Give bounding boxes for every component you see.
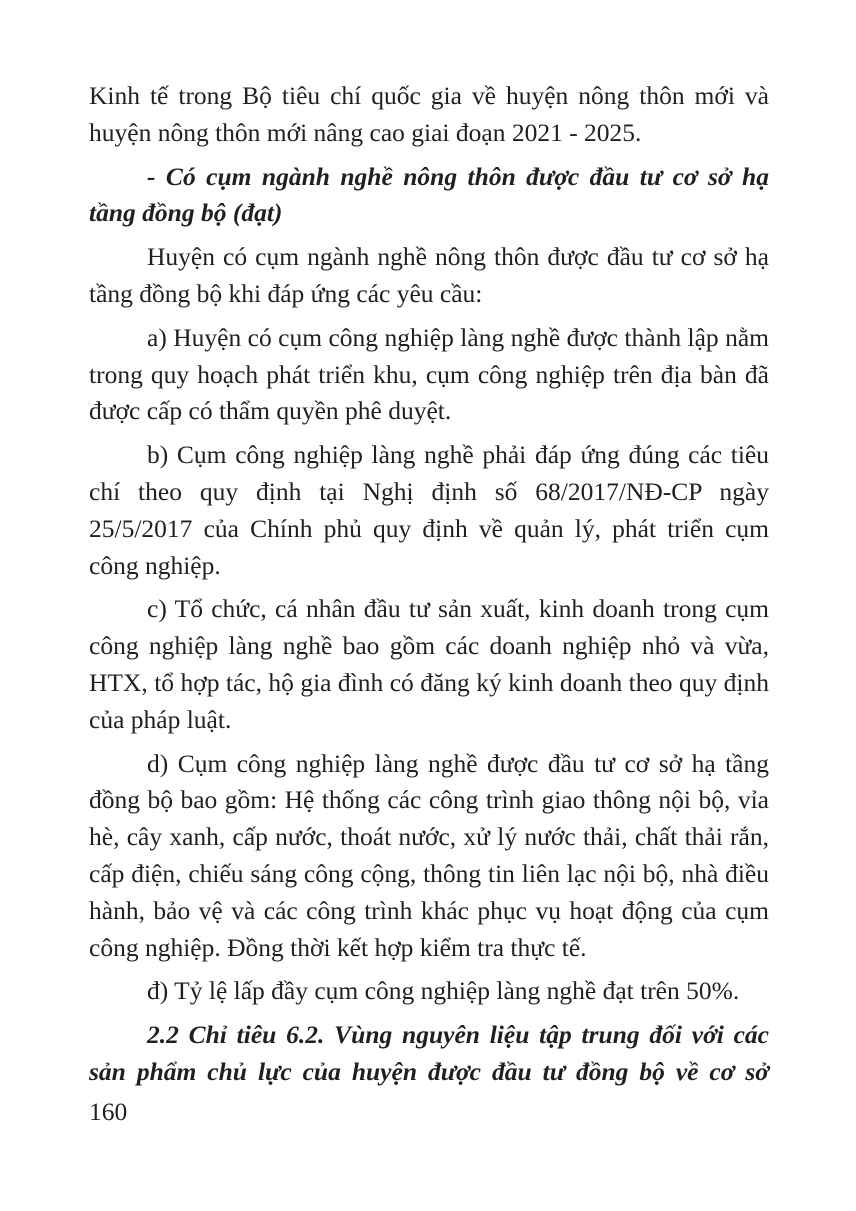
section-heading-indicator: 2.2 Chỉ tiêu 6.2. Vùng nguyên liệu tập trung đối với các sản phẩm chủ lực của huyện được đầu tư đồng bộ về cơ sở (89, 1020, 769, 1086)
paragraph-item-b: b) Cụm công nghiệp làng nghề phải đáp ứng đúng các tiêu chí theo quy định tại Nghị định số 68/2017/NĐ-CP ngày 25/5/2017 của Chính phủ quy định về quản lý, phát triển cụm công nghiệp. (89, 440, 769, 580)
paragraph-item-c: c) Tổ chức, cá nhân đầu tư sản xuất, kinh doanh trong cụm công nghiệp làng nghề bao gồm các doanh nghiệp nhỏ và vừa, HTX, tổ hợp tác, hộ gia đình có đăng ký kinh doanh theo quy định của pháp luật. (89, 594, 769, 734)
section-heading-cluster: - Có cụm ngành nghề nông thôn được đầu tư cơ sở hạ tầng đồng bộ (đạt) (89, 161, 769, 228)
paragraph-intro: Kinh tế trong Bộ tiêu chí quốc gia về huyện nông thôn mới và huyện nông thôn mới nâng cao giai đoạn 2021 - 2025. (89, 81, 769, 147)
page-body (89, 78, 769, 1091)
paragraph-item-dd: đ) Tỷ lệ lấp đầy cụm công nghiệp làng nghề đạt trên 50%. (147, 976, 740, 1006)
paragraph-item-d: d) Cụm công nghiệp làng nghề được đầu tư cơ sở hạ tầng đồng bộ bao gồm: Hệ thống các công trình giao thông nội bộ, vỉa hè, cây xanh, cấp nước, thoát nước, xử lý nước thải, chất thải rắn, cấp điện, chiếu sáng công cộng, thông tin liên lạc nội bộ, nhà điều hành, bảo vệ và các công trình khác phục vụ hoạt động của cụm công nghiệp. Đồng thời kết hợp kiểm tra thực tế. (89, 748, 769, 962)
paragraph-item-a: a) Huyện có cụm công nghiệp làng nghề được thành lập nằm trong quy hoạch phát triển khu, cụm công nghiệp trên địa bàn đã được cấp có thẩm quyền phê duyệt. (89, 322, 769, 426)
paragraph-requirements: Huyện có cụm ngành nghề nông thôn được đầu tư cơ sở hạ tầng đồng bộ khi đáp ứng các yêu cầu: (89, 242, 769, 308)
page-number: 160 (89, 1097, 128, 1126)
